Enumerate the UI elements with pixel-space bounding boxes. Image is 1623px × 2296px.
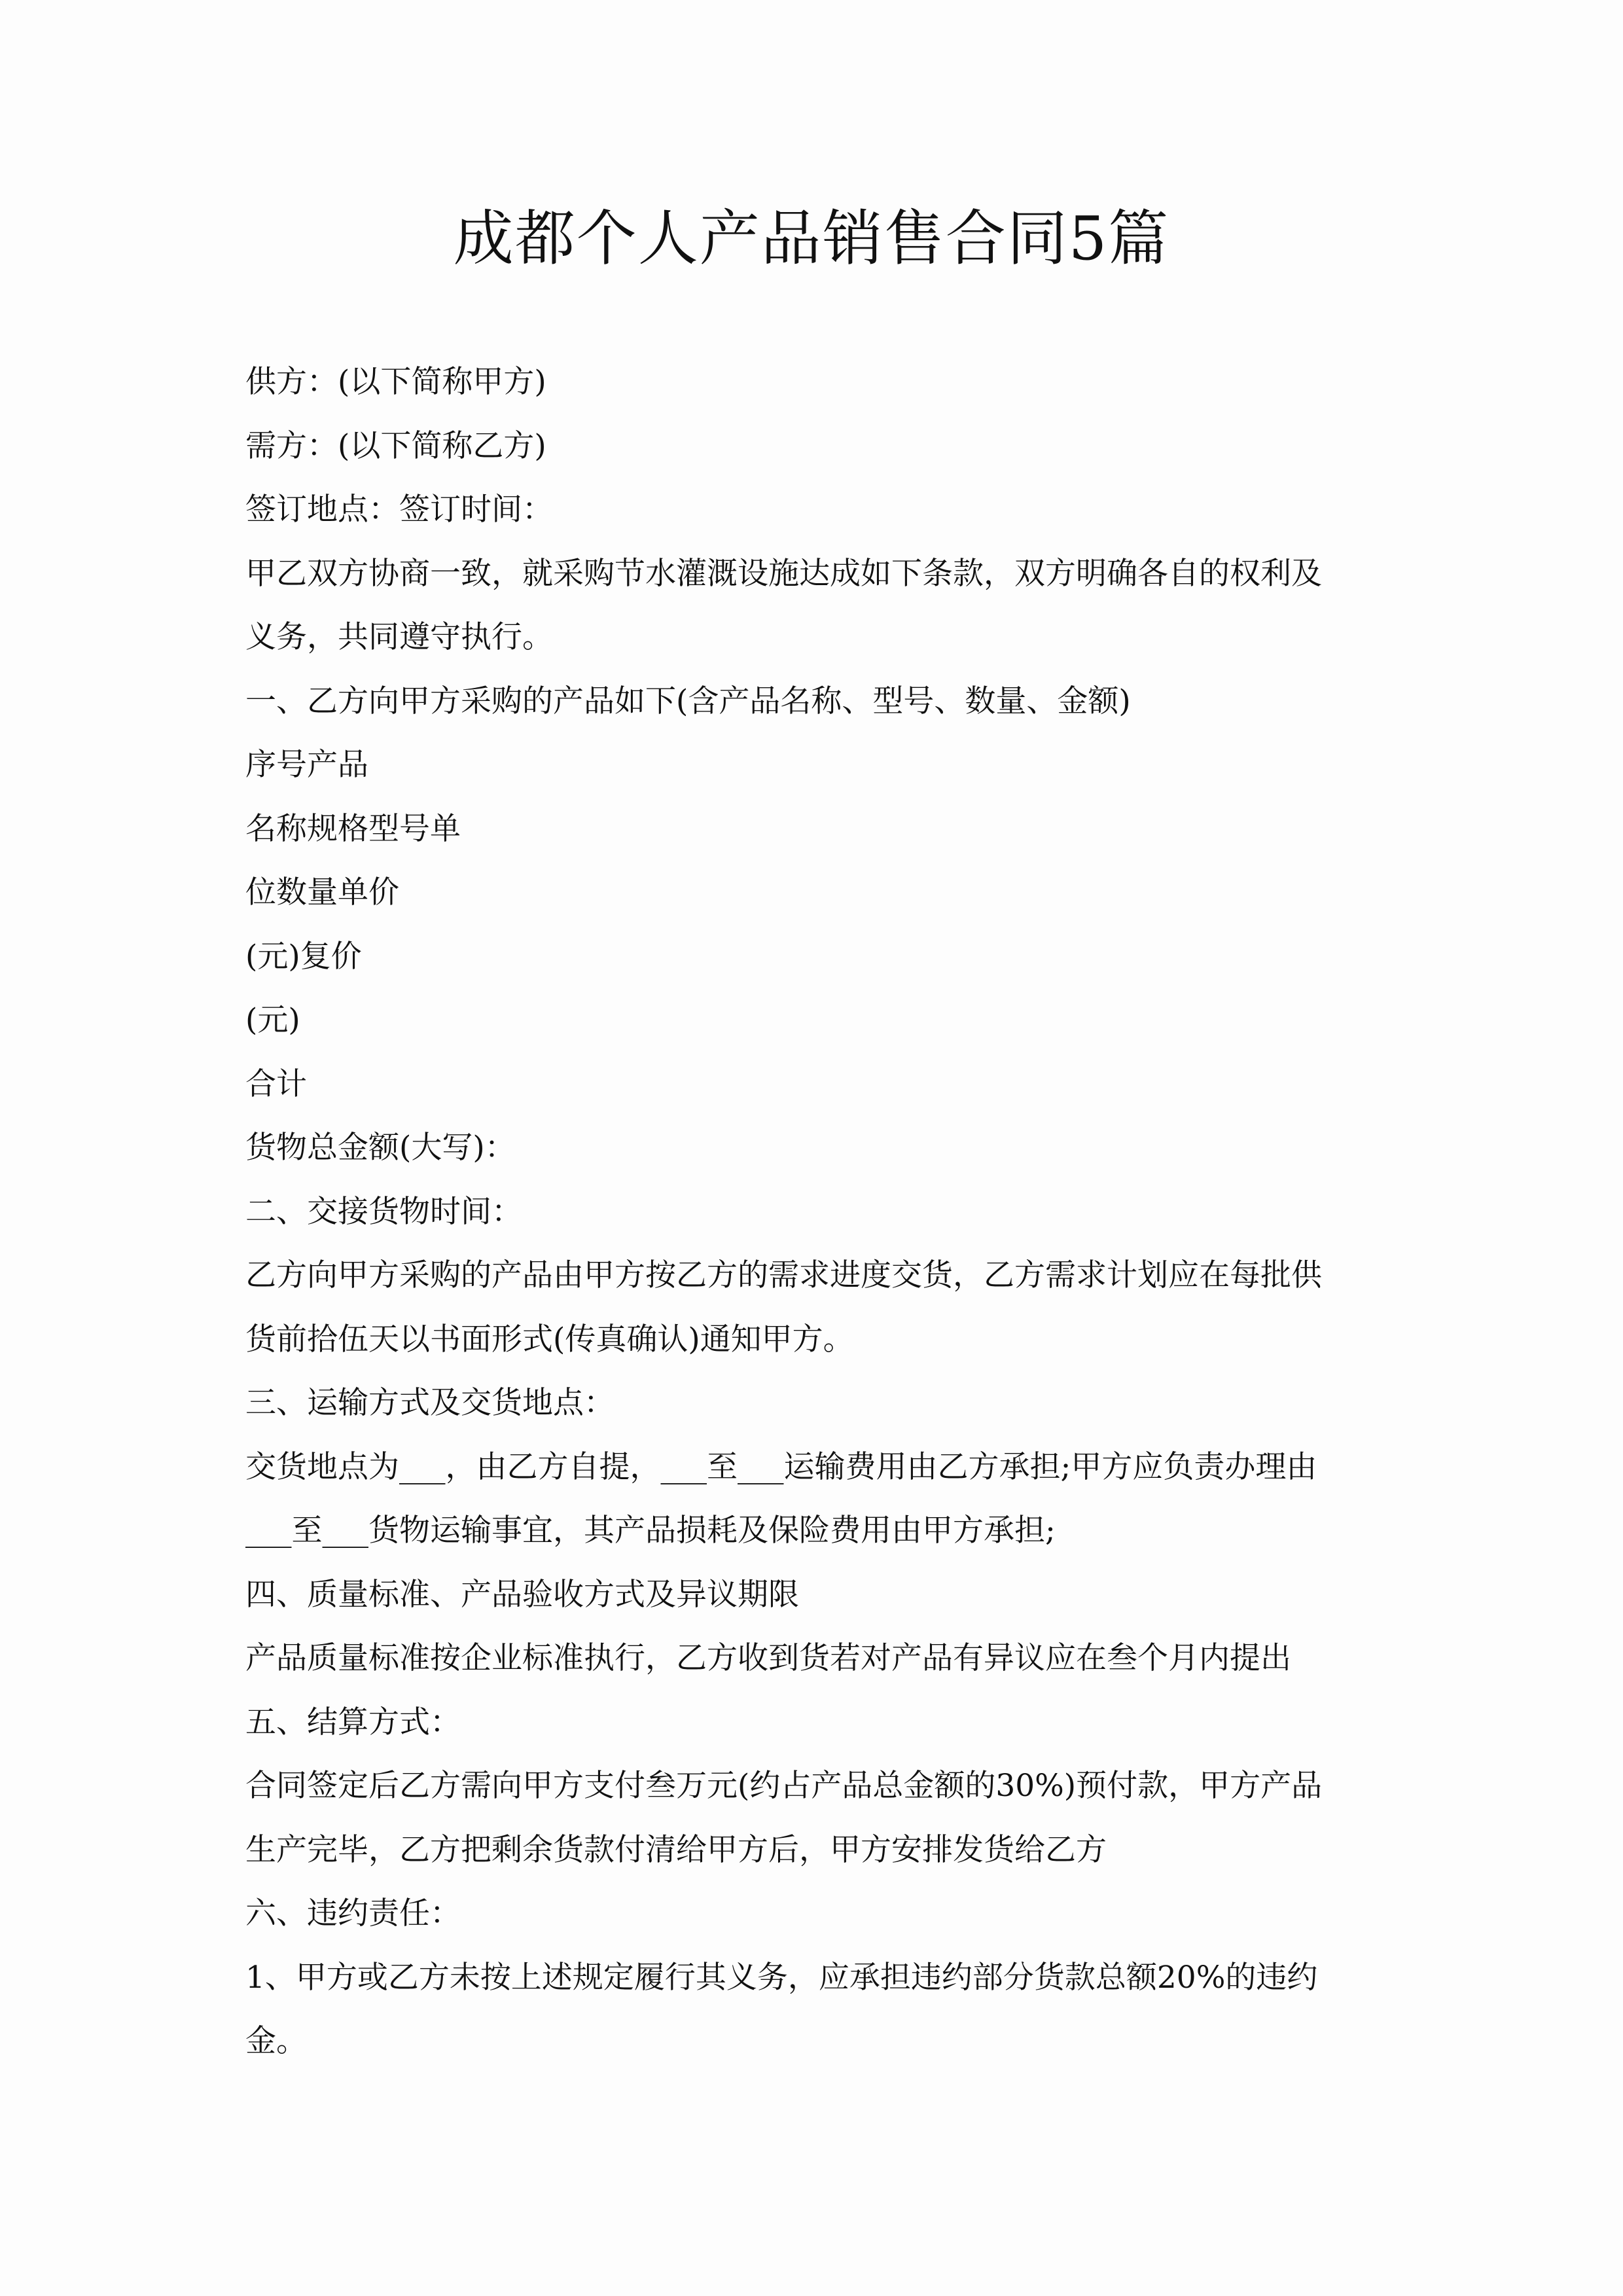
product-table-header-4: (元)复价 — [245, 938, 362, 975]
section-3-text-2: ___至___货物运输事宜，其产品损耗及保险费用由甲方承担; — [245, 1513, 1056, 1549]
section-1-heading: 一、乙方向甲方采购的产品如下(含产品名称、型号、数量、金额) — [245, 683, 1131, 719]
section-2-text-2: 货前拾伍天以书面形式(传真确认)通知甲方。 — [245, 1321, 854, 1357]
product-table-header-2: 名称规格型号单 — [245, 810, 461, 847]
product-table-header-1: 序号产品 — [245, 747, 368, 783]
section-4-text: 产品质量标准按企业标准执行，乙方收到货若对产品有异议应在叁个月内提出 — [245, 1640, 1291, 1676]
buyer-line: 需方：(以下简称乙方) — [245, 427, 546, 464]
total-amount-uppercase-line: 货物总金额(大写)： — [245, 1130, 516, 1166]
total-row-label: 合计 — [245, 1066, 307, 1102]
document-title: 成都个人产品销售合同5篇 — [453, 204, 1170, 274]
section-5-text-2: 生产完毕，乙方把剩余货款付清给甲方后，甲方安排发货给乙方 — [245, 1831, 1107, 1868]
supplier-line: 供方：(以下简称甲方) — [245, 364, 546, 400]
product-table-header-3: 位数量单价 — [245, 874, 399, 910]
section-2-text-1: 乙方向甲方采购的产品由甲方按乙方的需求进度交货，乙方需求计划应在每批供 — [245, 1257, 1322, 1293]
document-body — [245, 350, 1384, 2073]
section-5-heading: 五、结算方式： — [245, 1704, 461, 1740]
section-5-text-1: 合同签定后乙方需向甲方支付叁万元(约占产品总金额的30%)预付款，甲方产品 — [245, 1768, 1323, 1804]
section-2-heading: 二、交接货物时间： — [245, 1193, 522, 1230]
section-3-text-1: 交货地点为___，由乙方自提，___至___运输费用由乙方承担;甲方应负责办理由 — [245, 1448, 1317, 1485]
section-6-clause-1-line-2: 金。 — [245, 2023, 307, 2059]
product-table-header-5: (元) — [245, 1002, 300, 1038]
signing-place-time-line: 签订地点：签订时间： — [245, 492, 553, 528]
section-6-heading: 六、违约责任： — [245, 1895, 461, 1931]
section-4-heading: 四、质量标准、产品验收方式及异议期限 — [245, 1576, 799, 1613]
preamble-line-1: 甲乙双方协商一致，就采购节水灌溉设施达成如下条款，双方明确各自的权利及 — [245, 555, 1322, 592]
preamble-line-2: 义务，共同遵守执行。 — [245, 619, 553, 655]
section-6-clause-1-line-1: 1、甲方或乙方未按上述规定履行其义务，应承担违约部分货款总额20%的违约 — [245, 1959, 1318, 1996]
section-3-heading: 三、运输方式及交货地点： — [245, 1385, 615, 1421]
